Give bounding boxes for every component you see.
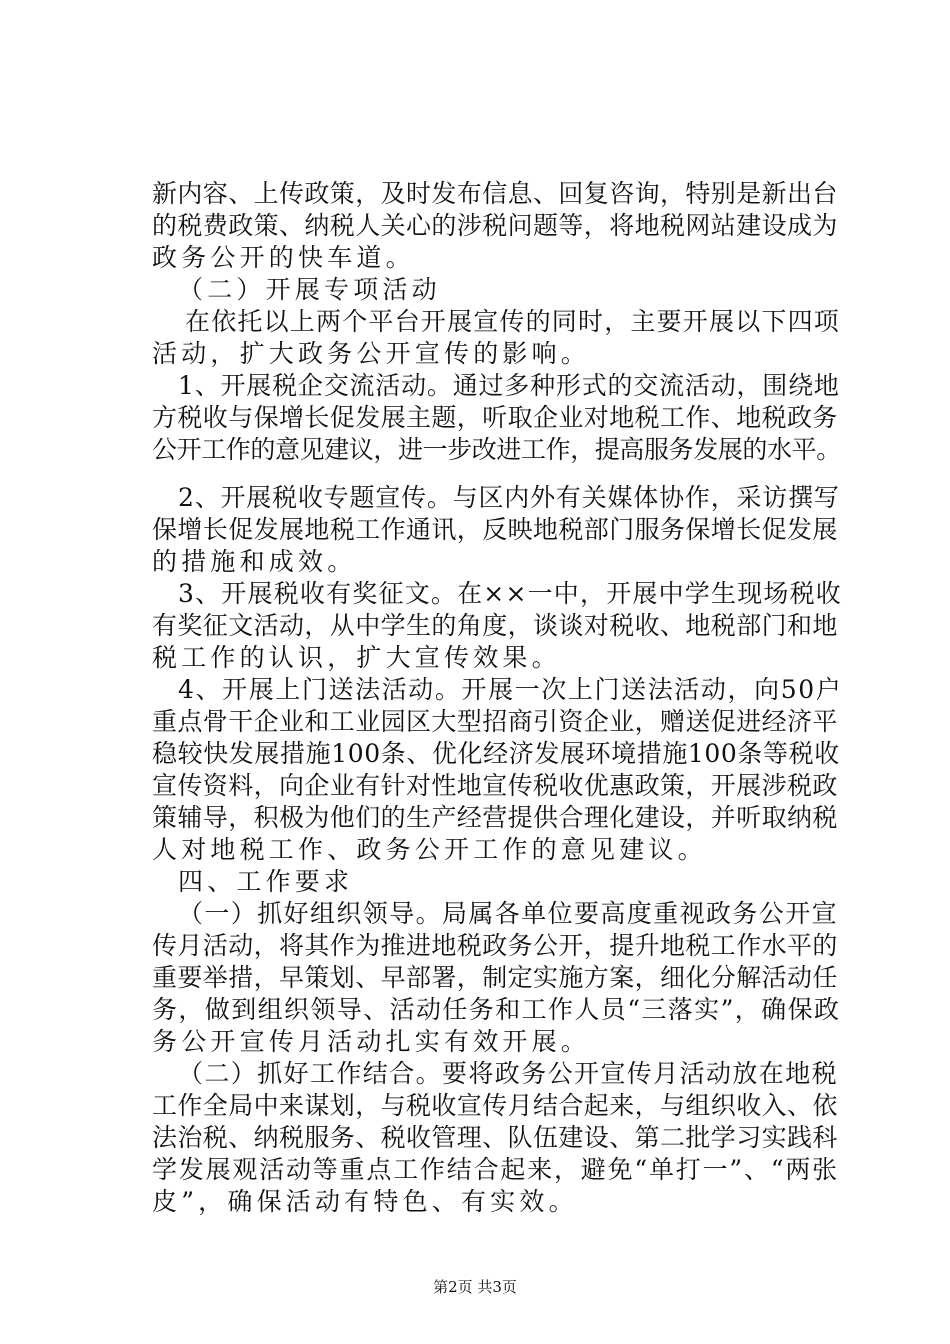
- body-line: 1、开展税企交流活动。通过多种形式的交流活动，围绕地: [178, 371, 840, 400]
- body-line: 法治税、纳税服务、税收管理、队伍建设、第二批学习实践科: [152, 1123, 838, 1152]
- body-line: （二）抓好工作结合。要将政务公开宣传月活动放在地税: [178, 1059, 839, 1088]
- body-line: 学发展观活动等重点工作结合起来，避免“单打一”、“两张: [152, 1155, 839, 1184]
- body-line: 重要举措，早策划、早部署，制定实施方案，细化分解活动任: [152, 963, 838, 992]
- body-line: 务公开宣传月活动扎实有效开展。: [152, 1027, 591, 1056]
- body-line: 2、开展税收专题宣传。与区内外有关媒体协作，采访撰写: [178, 483, 840, 512]
- body-line: 重点骨干企业和工业园区大型招商引资企业，赠送促进经济平: [152, 707, 838, 736]
- body-line: 的税费政策、纳税人关心的涉税问题等，将地税网站建设成为: [152, 211, 838, 240]
- section-heading: 四、工作要求: [178, 867, 354, 896]
- body-line: 新内容、上传政策，及时发布信息、回复咨询，特别是新出台: [152, 179, 838, 208]
- body-line: 在依托以上两个平台开展宣传的同时，主要开展以下四项: [185, 307, 841, 336]
- body-line: 人对地税工作、政务公开工作的意见建议。: [152, 835, 707, 864]
- body-line: 皮”，确保活动有特色、有实效。: [152, 1187, 578, 1216]
- body-line: 政务公开的快车道。: [152, 243, 415, 272]
- body-line: 活动，扩大政务公开宣传的影响。: [152, 339, 591, 368]
- body-line: 税工作的认识，扩大宣传效果。: [152, 643, 561, 672]
- body-line: 宣传资料，向企业有针对性地宣传税收优惠政策，开展涉税政: [152, 771, 838, 800]
- body-line: （一）抓好组织领导。局属各单位要高度重视政务公开宣: [178, 899, 839, 928]
- section-heading: （二）开展专项活动: [178, 275, 441, 304]
- body-line: 保增长促发展地税工作通讯，反映地税部门服务保增长促发展: [152, 515, 838, 544]
- body-line: 传月活动，将其作为推进地税政务公开，提升地税工作水平的: [152, 931, 838, 960]
- body-line: 方税收与保增长促发展主题，听取企业对地税工作、地税政务: [152, 403, 838, 432]
- body-line: 4、开展上门送法活动。开展一次上门送法活动，向50户: [178, 675, 843, 704]
- body-line: 策辅导，积极为他们的生产经营提供合理化建设，并听取纳税: [152, 803, 838, 832]
- page-footer: 第2页 共3页: [433, 1278, 517, 1296]
- body-line: 稳较快发展措施100条、优化经济发展环境措施100条等税收: [152, 739, 840, 768]
- body-line: 有奖征文活动，从中学生的角度，谈谈对税收、地税部门和地: [152, 611, 838, 640]
- body-line: 的措施和成效。: [152, 547, 357, 576]
- body-line: 务，做到组织领导、活动任务和工作人员“三落实”，确保政: [152, 995, 841, 1024]
- body-line: 3、开展税收有奖征文。在××一中，开展中学生现场税收: [178, 579, 843, 608]
- body-line: 公开工作的意见建议，进一步改进工作，提高服务发展的水平。: [152, 435, 841, 464]
- body-line: 工作全局中来谋划，与税收宣传月结合起来，与组织收入、依: [152, 1091, 838, 1120]
